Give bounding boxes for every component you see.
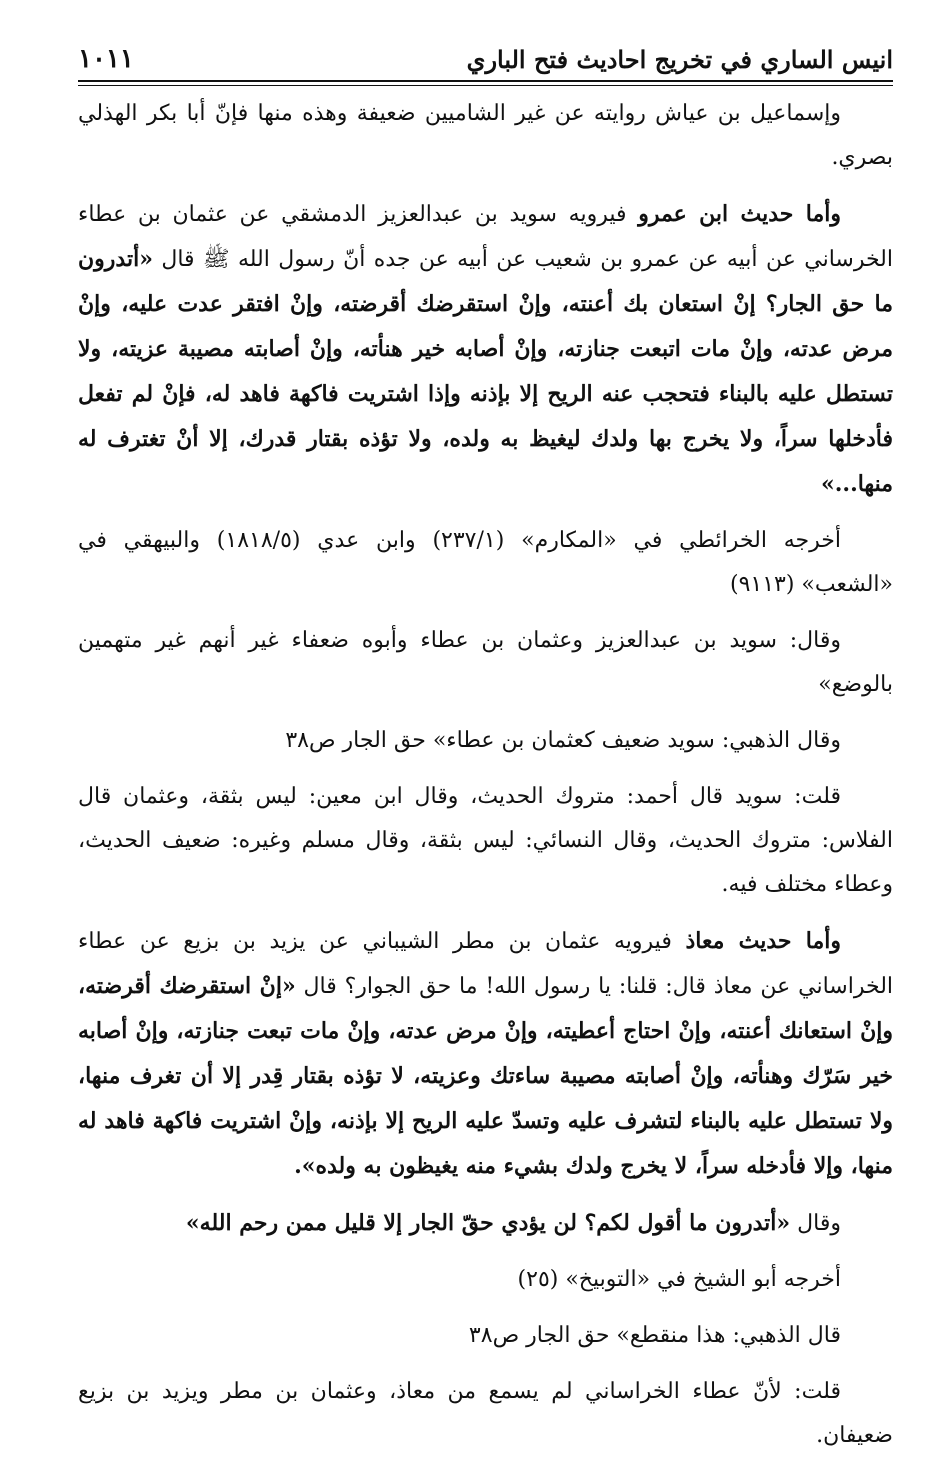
hadith-heading: وأما حديث معاذ <box>685 928 841 954</box>
paragraph-text: وقال <box>790 1211 841 1236</box>
paragraph-text: فيرويه عثمان بن مطر الشيباني عن يزيد بن بزيع عن عطاء الخراساني عن معاذ قال: قلنا: يا رسول الله! ما حق الجوار؟ قال <box>78 929 894 999</box>
header-rule <box>78 80 893 86</box>
page-body <box>78 92 893 1470</box>
paragraph-text: أخرجه أبو الشيخ في «التوبيخ» (٢٥) <box>517 1267 841 1292</box>
paragraph-text: فيرويه سويد بن عبدالعزيز الدمشقي عن عثمان بن عطاء الخرساني عن أبيه عن عمرو بن شعيب عن أبيه عن جده أنّ رسول الله ﷺ قال <box>78 202 893 272</box>
paragraph <box>78 92 893 180</box>
paragraph <box>78 1370 893 1458</box>
paragraph <box>78 1201 893 1246</box>
paragraph <box>78 1258 893 1302</box>
paragraph-text: قلت: سويد قال أحمد: متروك الحديث، وقال ابن معين: ليس بثقة، وعثمان قال الفلاس: متروك الحديث، وقال النسائي: ليس بثقة، وقال مسلم وغيره: ضعيف الحديث، وعطاء مختلف فيه. <box>78 784 893 897</box>
paragraph <box>78 775 893 907</box>
paragraph <box>78 1314 893 1358</box>
paragraph-text: أخرجه الخرائطي في «المكارم» (٢٣٧/١) وابن عدي (١٨١٨/٥) والبيهقي في «الشعب» (٩١١٣) <box>78 528 893 597</box>
hadith-text: «أتدرون ما حق الجار؟ إنْ استعان بك أعنته، وإنْ استقرضك أقرضته، وإنْ افتقر عدت عليه، وإنْ مرض عدته، وإنْ مات اتبعت جنازته، وإنْ أصابه خير هنأته، وإنْ أصابته مصيبة عزيته، ولا تستطل عليه بالبناء فتحجب عنه الريح إلا بإذنه وإذا اشتريت فاكهة فاهد له، فإنْ لم تفعل فأدخلها سراً، ولا يخرج بها ولدك ليغيظ به ولده، ولا تؤذه بقتار قدرك، إلا أنْ تغترف له منها...» <box>78 246 893 497</box>
paragraph <box>78 919 893 1189</box>
paragraph-text: قال الذهبي: هذا منقطع» حق الجار ص٣٨ <box>468 1323 841 1348</box>
paragraph <box>78 192 893 507</box>
page-header <box>78 30 893 80</box>
hadith-text: «إنْ استقرضك أقرضته، وإنْ استعانك أعنته، وإنْ احتاج أعطيته، وإنْ مرض عدته، وإنْ مات تبعت جنازته، وإنْ أصابه خير سَرّك وهنأته، وإنْ أصابته مصيبة ساءتك وعزيته، لا تؤذه بقتار قِدر إلا أن تغرف منها، ولا تستطل عليه بالبناء لتشرف عليه وتسدّ عليه الريح إلا بإذنه، وإنْ اشتريت فاكهة فاهد له منها، وإلا فأدخله سراً، لا يخرج ولدك بشيء منه يغيظون به ولده». <box>78 973 893 1179</box>
paragraph-text: وإسماعيل بن عياش روايته عن غير الشاميين ضعيفة وهذه منها فإنّ أبا بكر الهذلي بصري. <box>78 101 893 170</box>
paragraph-text: وقال: سويد بن عبدالعزيز وعثمان بن عطاء وأبوه ضعفاء غير أنهم غير متهمين بالوضع» <box>78 628 893 697</box>
paragraph <box>78 519 893 607</box>
hadith-heading: وأما حديث ابن عمرو <box>638 201 841 227</box>
page-number: ١٠١١ <box>78 44 134 74</box>
hadith-text: «أتدرون ما أقول لكم؟ لن يؤدي حقّ الجار إلا قليل ممن رحم الله» <box>185 1210 791 1236</box>
paragraph <box>78 619 893 707</box>
book-title: انيس الساري في تخريج احاديث فتح الباري <box>466 45 893 74</box>
paragraph-text: وقال الذهبي: سويد ضعيف كعثمان بن عطاء» حق الجار ص٣٨ <box>285 728 841 753</box>
paragraph <box>78 719 893 763</box>
paragraph-text: قلت: لأنّ عطاء الخراساني لم يسمع من معاذ، وعثمان بن مطر ويزيد بن بزيع ضعيفان. <box>78 1379 893 1448</box>
